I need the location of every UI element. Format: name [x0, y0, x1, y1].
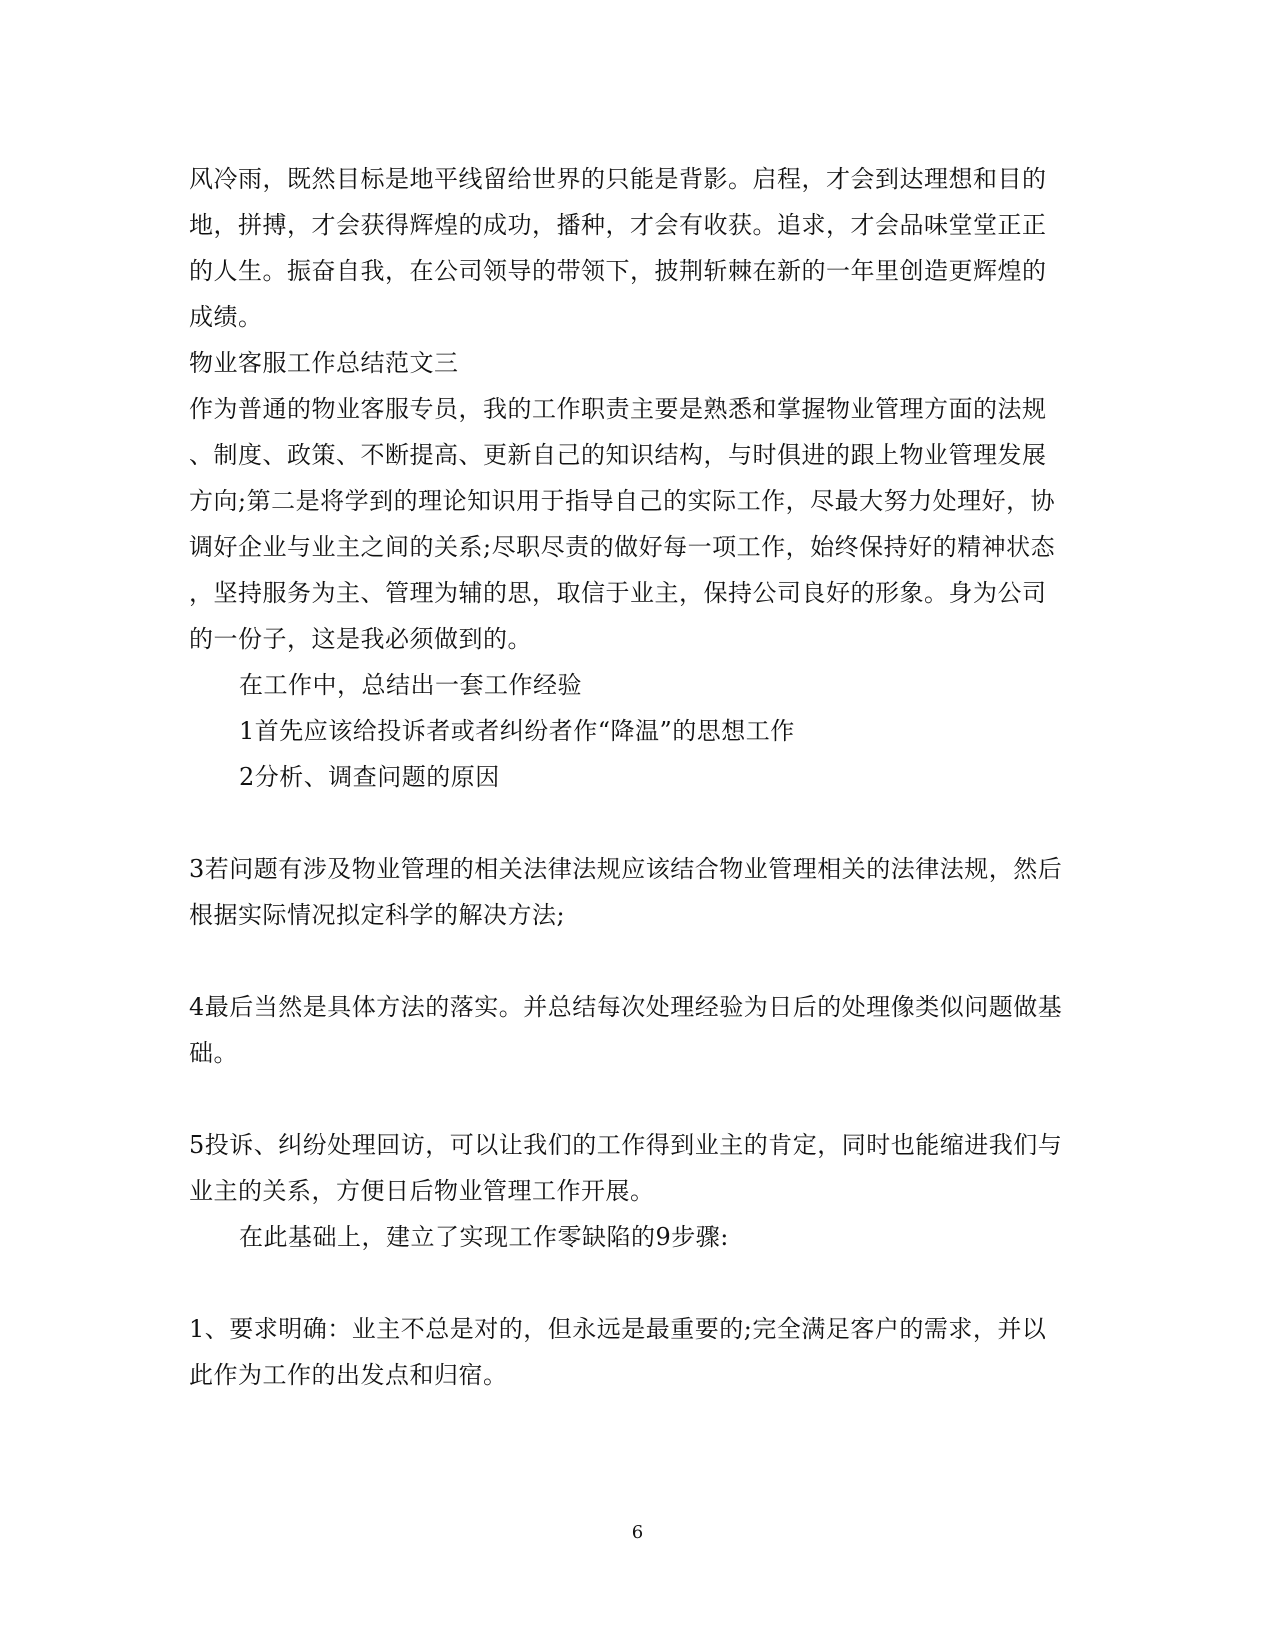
text-line: 、制度、政策、不断提高、更新自己的知识结构，与时俱进的跟上物业管理发展 — [189, 441, 1047, 469]
text-line: 在工作中，总结出一套工作经验 — [239, 671, 582, 699]
text-line: 1首先应该给投诉者或者纠纷者作“降温”的思想工作 — [239, 717, 795, 745]
text-line: 作为普通的物业客服专员，我的工作职责主要是熟悉和掌握物业管理方面的法规 — [189, 395, 1047, 423]
text-line: 根据实际情况拟定科学的解决方法; — [189, 901, 566, 929]
text-line: 2分析、调查问题的原因 — [239, 763, 500, 791]
text-line: ，坚持服务为主、管理为辅的思，取信于业主，保持公司良好的形象。身为公司 — [189, 579, 1047, 607]
text-line: 的一份子，这是我必须做到的。 — [189, 625, 532, 653]
text-line: 5投诉、纠纷处理回访，可以让我们的工作得到业主的肯定，同时也能缩进我们与 — [189, 1131, 1063, 1159]
text-line: 在此基础上，建立了实现工作零缺陷的9步骤: — [239, 1223, 729, 1251]
text-line: 地，拼搏，才会获得辉煌的成功，播种，才会有收获。追求，才会品味堂堂正正 — [189, 211, 1047, 239]
section-heading: 物业客服工作总结范文三 — [189, 349, 459, 377]
text-line: 方向;第二是将学到的理论知识用于指导自己的实际工作，尽最大努力处理好，协 — [189, 487, 1056, 515]
text-line: 成绩。 — [189, 303, 263, 331]
text-line: 础。 — [189, 1039, 238, 1067]
text-line: 的人生。振奋自我，在公司领导的带领下，披荆斩棘在新的一年里创造更辉煌的 — [189, 257, 1047, 285]
text-line: 4最后当然是具体方法的落实。并总结每次处理经验为日后的处理像类似问题做基 — [189, 993, 1063, 1021]
text-line: 3若问题有涉及物业管理的相关法律法规应该结合物业管理相关的法律法规，然后 — [189, 855, 1063, 883]
text-line: 调好企业与业主之间的关系;尽职尽责的做好每一项工作，始终保持好的精神状态 — [189, 533, 1056, 561]
text-line: 1、要求明确：业主不总是对的，但永远是最重要的;完全满足客户的需求，并以 — [189, 1315, 1047, 1343]
page-number: 6 — [631, 1522, 644, 1543]
text-line: 风冷雨，既然目标是地平线留给世界的只能是背影。启程，才会到达理想和目的 — [189, 165, 1047, 193]
text-line: 此作为工作的出发点和归宿。 — [189, 1361, 508, 1389]
text-line: 业主的关系，方便日后物业管理工作开展。 — [189, 1177, 655, 1205]
